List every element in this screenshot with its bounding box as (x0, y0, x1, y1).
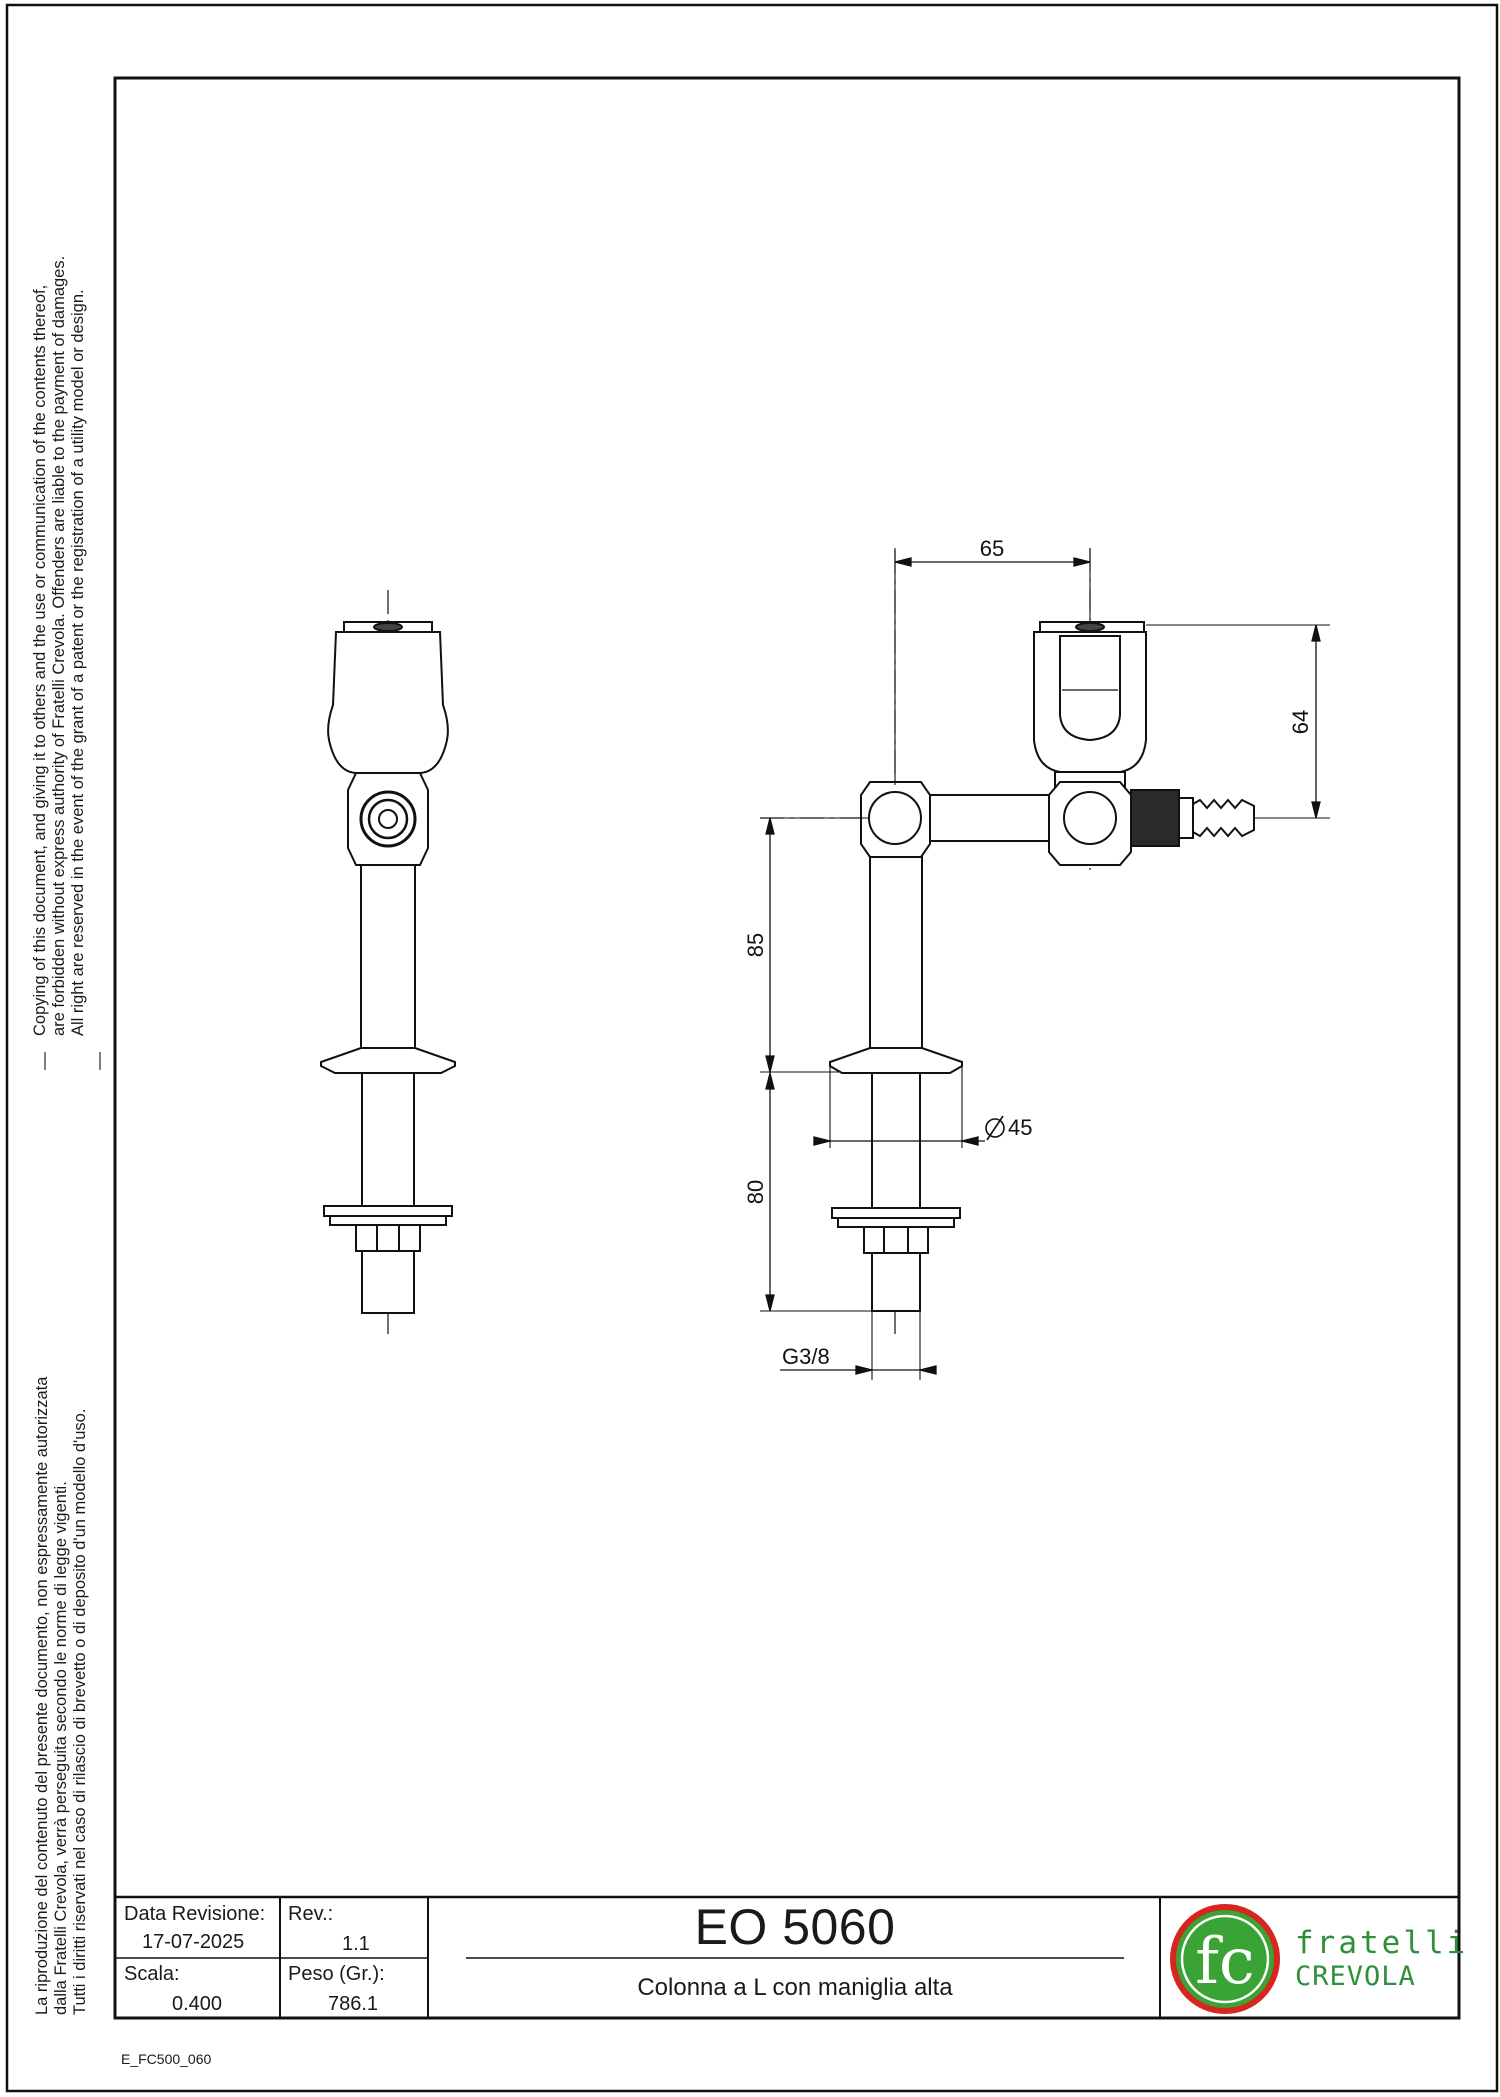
legal-notice-italian-line-2: dalla Fratelli Crevola, verrà perseguita secondo le norme di legge vigenti. (52, 1481, 70, 2015)
front-shank (362, 1073, 414, 1206)
side-thread-end (872, 1253, 920, 1311)
side-hose-barb (1193, 800, 1254, 836)
legal-notice-italian-line-3: Tutti i diritti riservati nel caso di rilascio di brevetto o di deposito d'un modello d'uso. (71, 1408, 89, 2015)
front-column (361, 865, 415, 1050)
front-valve-port-inner (379, 810, 397, 828)
front-thread-end (362, 1251, 414, 1313)
dim-height-64: 64 (1288, 709, 1313, 735)
side-nut (864, 1227, 928, 1253)
logo-text-line1: fratelli (1295, 1925, 1469, 1961)
revision-date-value: 17-07-2025 (142, 1931, 245, 1953)
drawing-code: E_FC500_060 (121, 2051, 212, 2067)
fratelli-crevola-logo (1170, 1904, 1468, 2014)
product-description: Colonna a L con maniglia alta (637, 1974, 953, 2001)
drawing-frame (115, 78, 1459, 2018)
dim-thread-g38: G3/8 (782, 1344, 830, 1369)
legal-notice-english (31, 256, 88, 1036)
rev-label: Rev.: (288, 1903, 334, 1925)
sheet-outer-border (7, 5, 1497, 2091)
weight-value: 786.1 (328, 1993, 379, 2015)
side-hose-knurl (1131, 790, 1179, 846)
dim-width-65: 65 (979, 536, 1005, 561)
side-handle-top (1076, 623, 1104, 631)
side-arm (930, 795, 1050, 841)
front-view (321, 590, 455, 1335)
front-nut (356, 1225, 420, 1251)
legal-notice-italian (33, 1377, 90, 2015)
legal-notice-english-line-3: All right are reserved in the event of the grant of a patent or the registration of a utility model or design. (69, 289, 87, 1036)
legal-notice-english-line-1: Copying of this document, and giving it to others and the use or communication of the contents thereof, (31, 284, 49, 1036)
front-flange (321, 1048, 455, 1073)
front-washer-2 (330, 1216, 446, 1225)
side-flange (830, 1048, 962, 1073)
revision-date-label: Data Revisione: (124, 1903, 266, 1925)
rev-value: 1.1 (342, 1933, 370, 1955)
side-washer-2 (838, 1218, 954, 1227)
product-code: EO 5060 (694, 1899, 896, 1955)
legal-notice-italian-line-1: La riproduzione del contenuto del presente documento, non espressamente autorizzata (33, 1376, 51, 2015)
front-washer (324, 1206, 452, 1216)
weight-label: Peso (Gr.): (288, 1963, 385, 1985)
side-view (760, 548, 1254, 1335)
side-handle-body (1034, 632, 1146, 772)
side-elbow-left-port (869, 792, 921, 844)
front-handle-top (374, 623, 402, 631)
dim-shank-80: 80 (743, 1179, 768, 1205)
front-handle-body (328, 632, 448, 773)
logo-text-line2: CREVOLA (1295, 1961, 1416, 1992)
dim-diameter-45: 45 (1008, 1115, 1033, 1140)
legal-notice-english-line-2: are forbidden without express authority of Fratelli Crevola. Offenders are liable to the payment of damages. (50, 255, 68, 1036)
side-elbow-right-port (1064, 792, 1116, 844)
side-hose-nut (1179, 798, 1193, 838)
dim-column-85: 85 (743, 932, 768, 958)
logo-monogram: fc (1195, 1925, 1255, 1999)
side-column (870, 857, 922, 1050)
side-washer (832, 1208, 960, 1218)
scale-value: 0.400 (172, 1993, 223, 2015)
scale-label: Scala: (124, 1963, 180, 1985)
